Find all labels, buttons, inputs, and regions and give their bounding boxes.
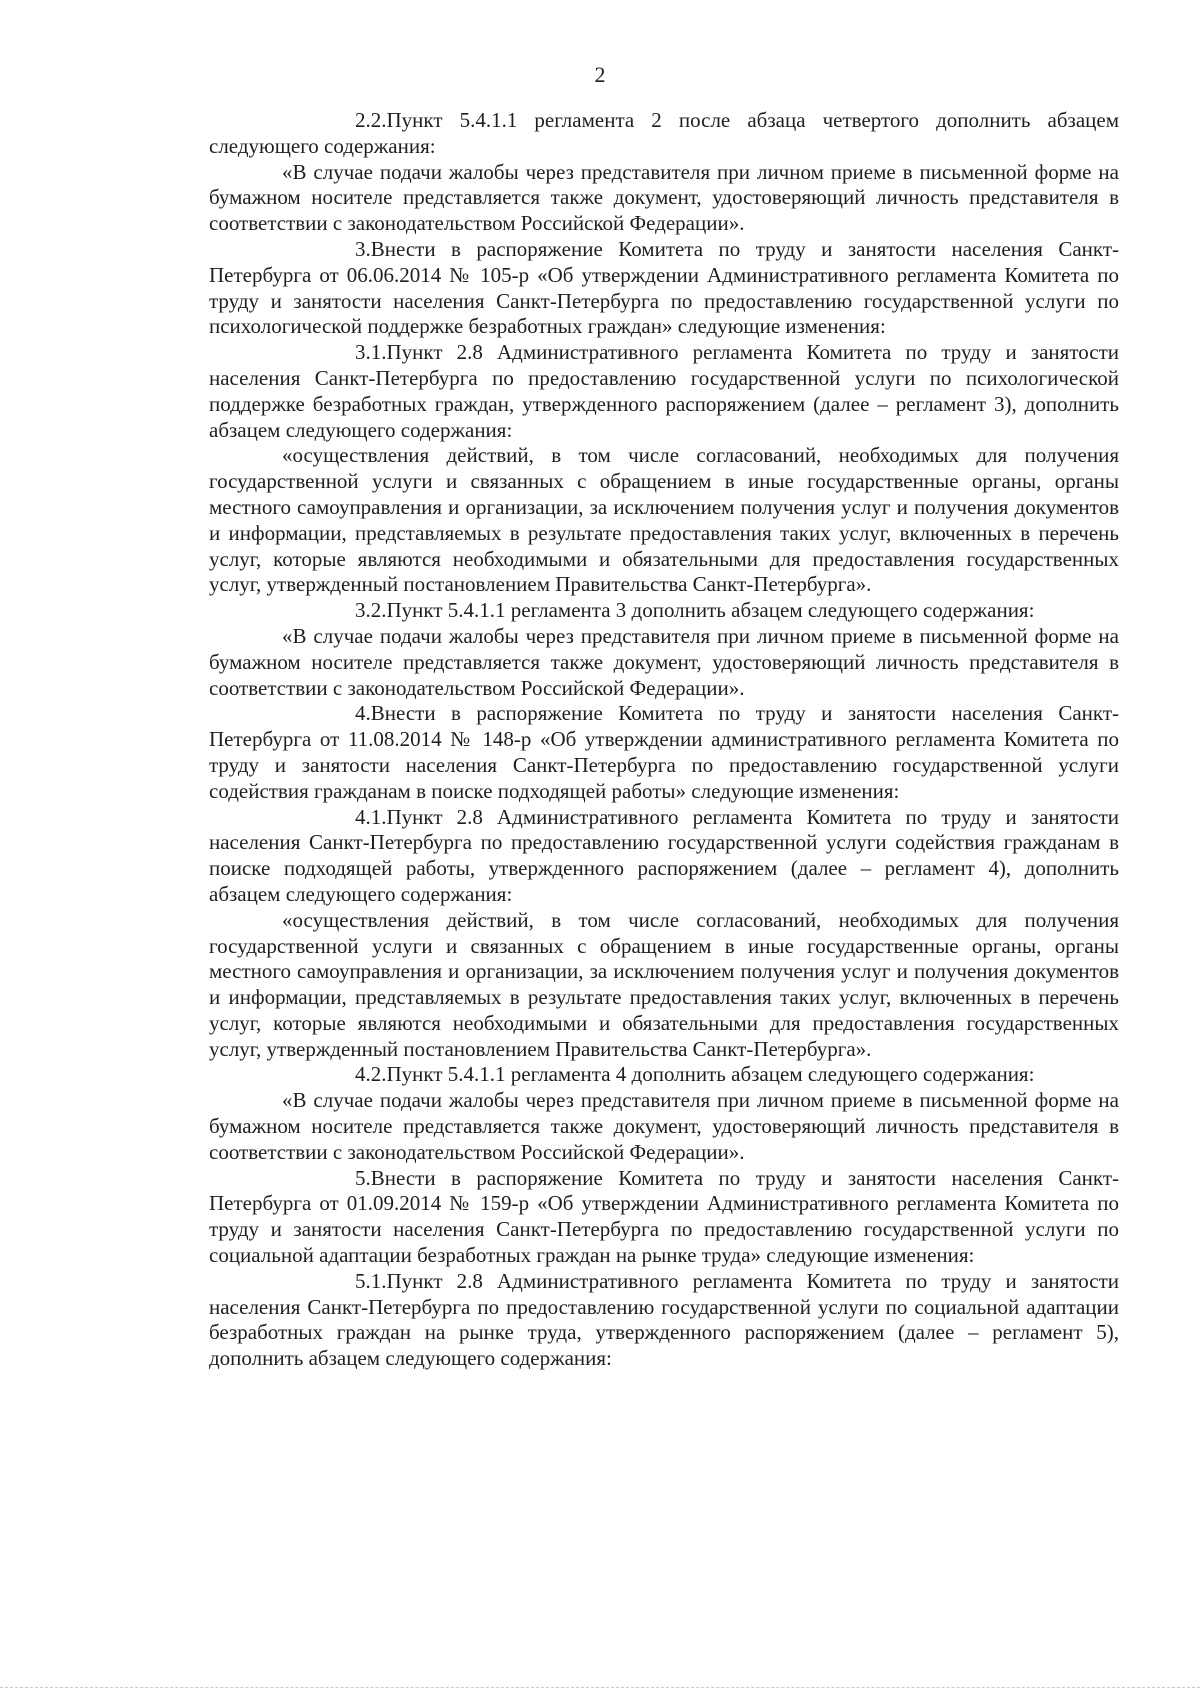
page-number: 2 [594, 62, 606, 87]
paragraph-number: 5.1. [355, 1268, 387, 1293]
paragraph-3-1 [209, 340, 1119, 443]
paragraph-text: Пункт 2.8 Административного регламента Комитета по труду и занятости населения Санкт-Петербурга по предоставлению государственной услуги по социальной адаптации безработных граждан на рынке труда, утвержденного распоряжением (далее – регламент 5), дополнить абзацем следующего содержания: [209, 1268, 1119, 1371]
paragraph-number: 2.2. [355, 108, 387, 132]
paragraph-number: 4.1. [355, 804, 387, 829]
paragraph-number: 4. [355, 701, 371, 726]
paragraph-text: Внести в распоряжение Комитета по труду и занятости населения Санкт-Петербурга от 06.06.2014 № 105-р «Об утверждении Административного регламента Комитета по труду и занятости населения Санкт-Петербурга по предоставлению государственной услуги по психологической поддержке безработных граждан» следующие изменения: [209, 236, 1119, 339]
paragraph-text: «осуществления действий, в том числе согласований, необходимых для получения государственной услуги и связанных с обращением в иные государственные органы, органы местного самоуправления и организации, за исключением получения услуг и получения документов и информации, представляемых в результате предоставления таких услуг, включенных в перечень услуг, которые являются необходимыми и обязательными для предоставления государственных услуг, утвержденный постановлением Правительства Санкт-Петербурга». [209, 443, 1119, 597]
paragraph-4-1 [209, 805, 1119, 908]
scan-edge-line [0, 1687, 1200, 1688]
paragraph-text: Пункт 5.4.1.1 регламента 2 после абзаца четвертого дополнить абзацем следующего содержания: [209, 108, 1119, 158]
paragraph-text: «осуществления действий, в том числе согласований, необходимых для получения государственной услуги и связанных с обращением в иные государственные органы, органы местного самоуправления и организации, за исключением получения услуг и получения документов и информации, представляемых в результате предоставления таких услуг, включенных в перечень услуг, которые являются необходимыми и обязательными для предоставления государственных услуг, утвержденный постановлением Правительства Санкт-Петербурга». [209, 907, 1119, 1061]
paragraph-number: 3.2. [355, 598, 387, 623]
paragraph-text: «В случае подачи жалобы через представителя при личном приеме в письменной форме на бумажном носителе представляется также документ, удостоверяющий личность представителя в соответствии с законодательством Российской Федерации». [209, 1088, 1119, 1164]
paragraph-quote [209, 160, 1119, 237]
paragraph-text: Пункт 5.4.1.1 регламента 4 дополнить абзацем следующего содержания: [386, 1062, 1035, 1087]
paragraph-quote [209, 1088, 1119, 1165]
paragraph-2-2 [209, 108, 1119, 160]
paragraph-number: 4.2. [355, 1062, 387, 1087]
paragraph-text: Пункт 2.8 Административного регламента Комитета по труду и занятости населения Санкт-Петербурга по предоставлению государственной услуги по психологической поддержке безработных граждан, утвержденного распоряжением (далее – регламент 3), дополнить абзацем следующего содержания: [209, 340, 1119, 442]
paragraph-text: Пункт 2.8 Административного регламента Комитета по труду и занятости населения Санкт-Петербурга по предоставлению государственной услуги содействия гражданам в поиске подходящей работы, утвержденного распоряжением (далее – регламент 4), дополнить абзацем следующего содержания: [209, 804, 1119, 906]
paragraph-quote [209, 908, 1119, 1063]
paragraph-4 [209, 701, 1119, 804]
paragraph-text: Пункт 5.4.1.1 регламента 3 дополнить абзацем следующего содержания: [386, 598, 1035, 623]
paragraph-quote [209, 443, 1119, 598]
paragraph-5-1 [209, 1269, 1119, 1372]
paragraph-3 [209, 237, 1119, 340]
paragraph-5 [209, 1166, 1119, 1269]
paragraph-number: 5. [355, 1165, 371, 1190]
paragraph-number: 3. [355, 236, 371, 261]
paragraph-text: Внести в распоряжение Комитета по труду и занятости населения Санкт-Петербурга от 01.09.2014 № 159-р «Об утверждении Административного регламента Комитета по труду и занятости населения Санкт-Петербурга по предоставлению государственной услуги по социальной адаптации безработных граждан на рынке труда» следующие изменения: [209, 1165, 1119, 1268]
paragraph-quote [209, 624, 1119, 701]
paragraph-3-2 [209, 598, 1119, 624]
paragraph-text: «В случае подачи жалобы через представителя при личном приеме в письменной форме на бумажном носителе представляется также документ, удостоверяющий личность представителя в соответствии с законодательством Российской Федерации». [209, 623, 1119, 700]
document-body [209, 108, 1119, 1372]
paragraph-text: Внести в распоряжение Комитета по труду и занятости населения Санкт-Петербурга от 11.08.2014 № 148-р «Об утверждении административного регламента Комитета по труду и занятости населения Санкт-Петербурга по предоставлению государственной услуги содействия гражданам в поиске подходящей работы» следующие изменения: [209, 701, 1119, 803]
paragraph-text: «В случае подачи жалобы через представителя при личном приеме в письменной форме на бумажном носителе представляется также документ, удостоверяющий личность представителя в соответствии с законодательством Российской Федерации». [209, 159, 1119, 236]
paragraph-number: 3.1. [355, 340, 387, 365]
paragraph-4-2 [209, 1062, 1119, 1088]
